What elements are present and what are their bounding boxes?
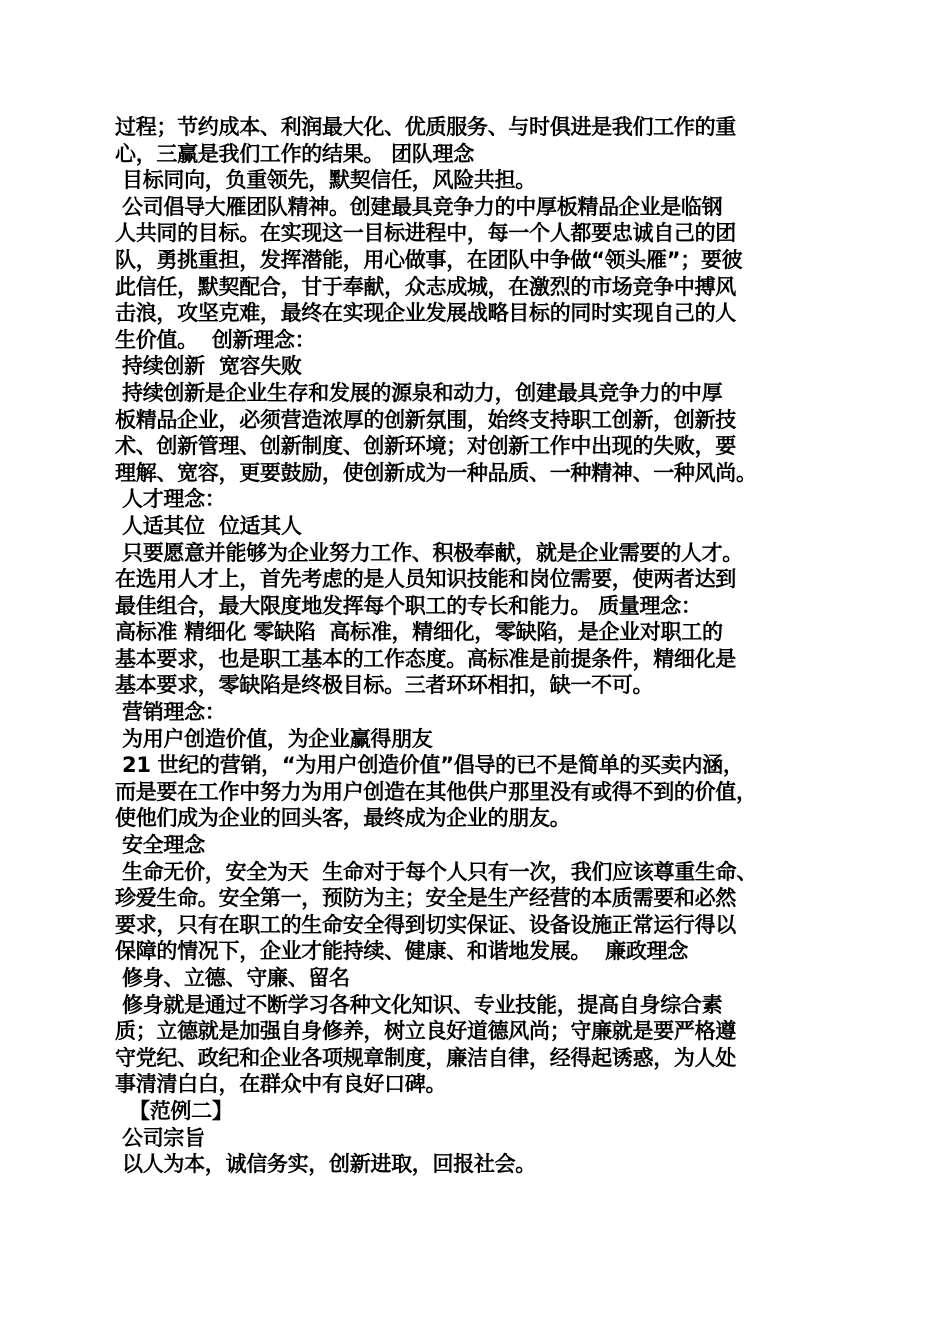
text-line: 基本要求，零缺陷是终极目标。三者环环相扣，缺一不可。 (115, 673, 654, 698)
text-line: 击浪，攻坚克难，最终在实现企业发展战略目标的同时实现自己的人 (115, 301, 736, 326)
text-line: 人适其位 位适其人 (115, 513, 302, 538)
text-line: 事清清白白，在群众中有良好口碑。 (115, 1072, 447, 1097)
text-line: 基本要求，也是职工基本的工作态度。高标准是前提条件，精细化是 (115, 646, 736, 671)
text-line: 修身、立德、守廉、留名 (115, 966, 350, 990)
text-line: 过程；节约成本、利润最大化、优质服务、与时俱进是我们工作的重 (115, 115, 736, 139)
text-line: 只要愿意并能够为企业努力工作、积极奉献，就是企业需要的人才。 (115, 540, 744, 565)
text-line: 【范例二】 (115, 1098, 233, 1123)
text-line: 21 世纪的营销，“为用户创造价值”倡导的已不是简单的买卖内涵， (115, 753, 744, 778)
text-line: 持续创新是企业生存和发展的源泉和动力，创建最具竞争力的中厚 (115, 380, 723, 405)
text-line: 珍爱生命。安全第一，预防为主；安全是生产经营的本质需要和必然 (115, 886, 736, 911)
text-line: 人共同的目标。在实现这一目标进程中，每一个人都要忠诚自己的团 (115, 221, 736, 246)
text-line: 保障的情况下，企业才能持续、健康、和谐地发展。 廉政理念 (115, 939, 688, 964)
text-line: 而是要在工作中努力为用户创造在其他供户那里没有或得不到的价值， (115, 779, 757, 804)
text-line: 术、创新管理、创新制度、创新环境；对创新工作中出现的失败，要 (115, 434, 736, 459)
text-line: 持续创新 宽容失败 (115, 354, 302, 379)
text-line: 队，勇挑重担，发挥潜能，用心做事，在团队中争做“领头雁”；要彼 (115, 247, 743, 272)
text-line: 守党纪、政纪和企业各项规章制度，廉洁自律，经得起诱惑，为人处 (115, 1045, 736, 1070)
text-line: 人才理念： (115, 487, 226, 512)
text-line: 目标同向，负重领先，默契信任，风险共担。 (115, 168, 537, 193)
text-line: 安全理念 (115, 833, 205, 858)
text-line: 生命无价，安全为天 生命对于每个人只有一次，我们应该尊重生命、 (115, 859, 758, 884)
text-line: 最佳组合，最大限度地发挥每个职工的专长和能力。 质量理念： (115, 593, 702, 618)
text-line: 此信任，默契配合，甘于奉献，众志成城，在激烈的市场竞争中搏风 (115, 274, 736, 299)
text-line: 营销理念： (115, 700, 226, 725)
text-line: 心，三赢是我们工作的结果。 团队理念 (115, 141, 474, 166)
text-line: 公司宗旨 (115, 1125, 205, 1150)
text-line: 生价值。 创新理念： (115, 327, 316, 352)
text-line: 修身就是通过不断学习各种文化知识、专业技能，提高自身综合素 (115, 992, 723, 1017)
text-line: 高标准 精细化 零缺陷 高标准，精细化，零缺陷，是企业对职工的 (115, 620, 723, 645)
text-line: 要求，只有在职工的生命安全得到切实保证、设备设施正常运行得以 (115, 912, 736, 937)
text-line: 板精品企业，必须营造浓厚的创新氛围，始终支持职工创新，创新技 (115, 407, 736, 432)
text-line: 质；立德就是加强自身修养，树立良好道德风尚；守廉就是要严格遵 (115, 1019, 736, 1044)
text-line: 在选用人才上，首先考虑的是人员知识技能和岗位需要，使两者达到 (115, 567, 736, 592)
text-line: 公司倡导大雁团队精神。创建最具竞争力的中厚板精品企业是临钢 (115, 194, 723, 219)
text-line: 为用户创造价值，为企业赢得朋友 (115, 726, 433, 751)
text-line: 理解、宽容，更要鼓励，使创新成为一种品质、一种精神、一种风尚。 (115, 460, 757, 485)
text-line: 使他们成为企业的回头客，最终成为企业的朋友。 (115, 806, 571, 831)
text-line: 以人为本，诚信务实，创新进取，回报社会。 (115, 1152, 537, 1177)
document-body (115, 114, 855, 1178)
